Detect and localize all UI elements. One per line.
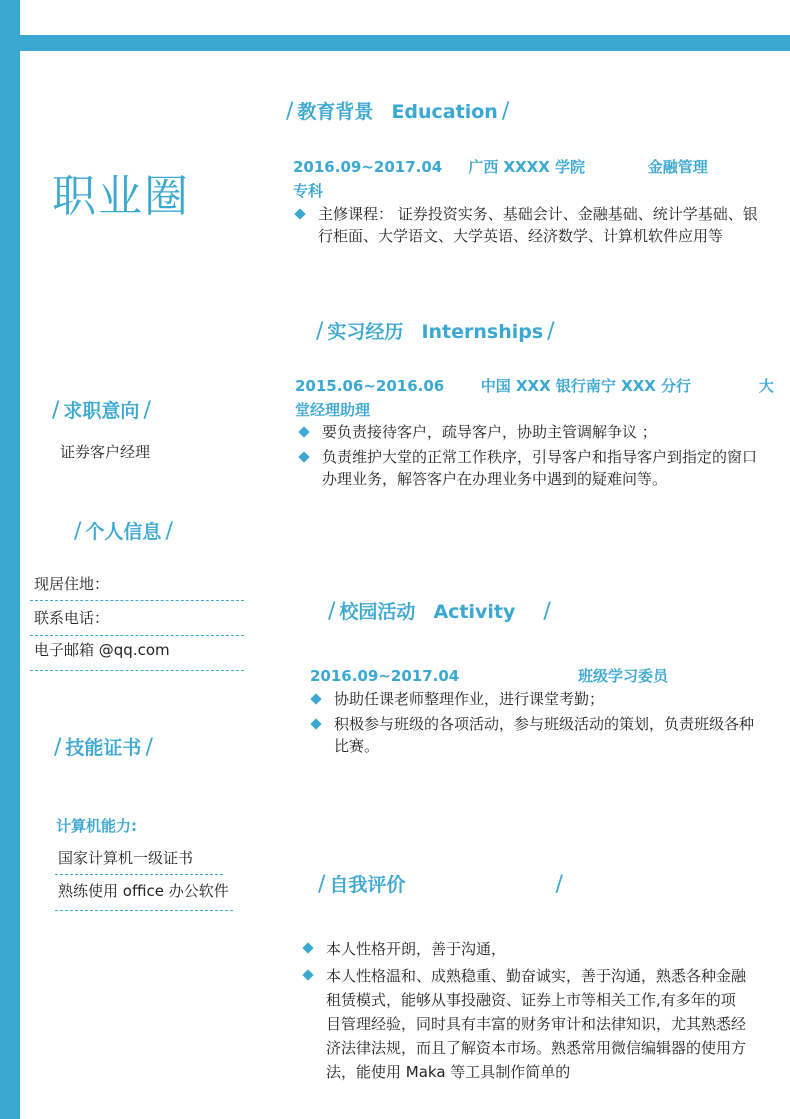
- brand-logo: 职业圈: [52, 171, 190, 222]
- self-eval-bullets: [298, 937, 746, 1087]
- divider: [55, 910, 233, 911]
- internship-meta-line2: 堂经理助理: [295, 401, 371, 419]
- list-item: 主修课程： 证券投资实务、基础会计、金融基础、统计学基础、银行柜面、大学语文、大学英语、经济数学、计算机软件应用等: [290, 203, 758, 247]
- internship-title-cn: 实习经历: [327, 321, 404, 343]
- address-label: 现居住地：: [34, 575, 110, 593]
- activity-meta-date: 2016.09~2017.04: [310, 667, 460, 685]
- personal-info-title-text: 个人信息: [85, 521, 162, 543]
- divider: [55, 874, 223, 875]
- internship-title-en: Internships: [421, 321, 544, 343]
- self-eval-title-cn: 自我评价: [329, 874, 406, 896]
- education-title-en: Education: [391, 101, 498, 123]
- education-bullets: [290, 203, 758, 250]
- left-accent-bar: [0, 0, 20, 1119]
- list-item: 本人性格温和、成熟稳重、勤奋诚实，善于沟通，熟悉各种金融租赁模式，能够从事投融资、证券上市等相关工作,有多年的项目管理经验，同时具有丰富的财务审计和法律知识，尤其熟悉经济法律法规，而且了解资本市场。熟悉常用微信编辑器的使用方法，能使用 Maka 等工具制作简单的: [298, 964, 746, 1084]
- education-title-cn: 教育背景: [297, 101, 374, 123]
- self-eval-title: / 自我评价 /: [318, 872, 563, 897]
- list-item: 协助任课老师整理作业，进行课堂考勤；: [306, 688, 762, 710]
- divider: [30, 635, 244, 636]
- top-accent-bar: [20, 35, 790, 51]
- job-intent-title: / 求职意向 /: [52, 398, 151, 423]
- internship-title: / 实习经历 Internships /: [316, 319, 555, 344]
- skills-subtitle: 计算机能力:: [56, 817, 137, 835]
- list-item: 本人性格开朗，善于沟通，: [298, 937, 746, 961]
- activity-bullets: [306, 688, 762, 760]
- list-item: 要负责接待客户，疏导客户，协助主管调解争议 ；: [294, 421, 764, 443]
- activity-title-cn: 校园活动: [339, 601, 416, 623]
- activity-meta-role: 班级学习委员: [578, 667, 669, 685]
- education-meta-line1: 2016.09~2017.04 广西 XXXX 学院 金融管理: [293, 158, 708, 176]
- internship-meta-line1: 2015.06~2016.06 中国 XXX 银行南宁 XXX 分行 大: [295, 377, 774, 395]
- activity-title: / 校园活动 Activity /: [328, 599, 551, 624]
- email-label: 电子邮箱 @qq.com: [34, 641, 170, 659]
- skill-item: 国家计算机一级证书: [58, 849, 194, 867]
- personal-info-title: / 个人信息 /: [74, 519, 173, 544]
- job-intent-title-text: 求职意向: [63, 400, 140, 422]
- divider: [30, 670, 244, 671]
- divider: [30, 600, 244, 601]
- phone-label: 联系电话：: [34, 609, 110, 627]
- internship-bullets: [294, 421, 764, 493]
- education-meta-line2: 专科: [293, 182, 324, 200]
- skills-title: / 技能证书 /: [54, 735, 153, 760]
- skill-item: 熟练使用 office 办公软件: [58, 882, 229, 900]
- list-item: 负责维护大堂的正常工作秩序，引导客户和指导客户到指定的窗口办理业务，解答客户在办理业务中遇到的疑难问等。: [294, 446, 764, 490]
- education-title: / 教育背景 Education /: [286, 99, 510, 124]
- list-item: 积极参与班级的各项活动，参与班级活动的策划，负责班级各种比赛。: [306, 713, 762, 757]
- activity-title-en: Activity: [433, 601, 516, 623]
- skills-title-text: 技能证书: [65, 737, 142, 759]
- job-intent-value: 证券客户经理: [60, 443, 151, 461]
